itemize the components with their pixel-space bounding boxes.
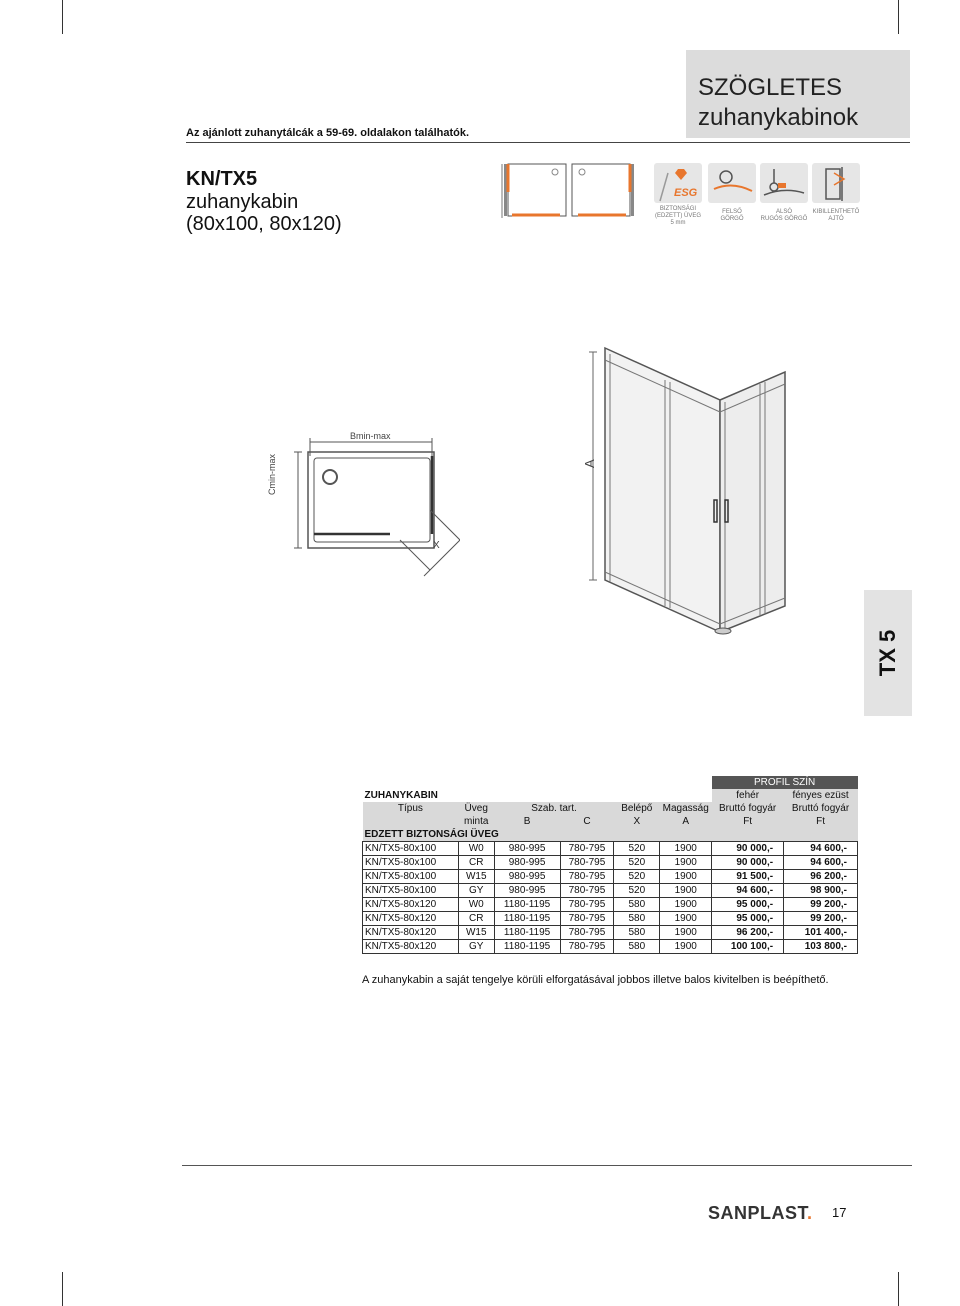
cell-uveg: CR <box>458 856 494 870</box>
cell-silver: 96 200,- <box>784 870 858 884</box>
cell-white: 90 000,- <box>712 842 784 856</box>
section-label: ZUHANYKABIN <box>364 790 438 801</box>
cell-b: 1180-1195 <box>494 898 560 912</box>
header-title-box <box>686 50 910 138</box>
price-table <box>362 776 858 954</box>
cell-a: 1900 <box>660 870 712 884</box>
cell-tipus: KN/TX5-80x100 <box>363 884 459 898</box>
col-silver: fényes ezüst <box>784 789 858 802</box>
cell-c: 780-795 <box>560 940 614 954</box>
c-dimension-label: Cmin-max <box>267 453 277 495</box>
header-title-line1: SZÖGLETES <box>698 74 843 101</box>
cell-silver: 99 200,- <box>784 898 858 912</box>
cell-c: 780-795 <box>560 912 614 926</box>
cell-x: 580 <box>614 926 660 940</box>
product-tab-label: TX 5 <box>875 629 900 677</box>
a-dimension-label: A <box>582 459 597 468</box>
cell-uveg: GY <box>458 940 494 954</box>
table-header-row: Típus Üveg Szab. tart. Belépő Magasság Bruttó fogyár Bruttó fogyár <box>363 802 858 815</box>
rotation-footnote: A zuhanykabin a saját tengelye körüli elforgatásával jobbos illetve balos kivitelben is beépíthető. <box>362 974 829 986</box>
cell-uveg: W15 <box>458 926 494 940</box>
cell-silver: 101 400,- <box>784 926 858 940</box>
cell-white: 94 600,- <box>712 884 784 898</box>
layout-thumbnails <box>500 162 645 224</box>
cell-x: 520 <box>614 856 660 870</box>
cell-tipus: KN/TX5-80x120 <box>363 926 459 940</box>
table-row <box>363 856 858 870</box>
table-row <box>363 940 858 954</box>
table-row <box>363 870 858 884</box>
cell-c: 780-795 <box>560 842 614 856</box>
cell-a: 1900 <box>660 898 712 912</box>
table-row <box>363 898 858 912</box>
cell-x: 580 <box>614 912 660 926</box>
cell-tipus: KN/TX5-80x120 <box>363 912 459 926</box>
cell-a: 1900 <box>660 912 712 926</box>
product-tab <box>864 590 912 716</box>
product-title: KN/TX5 <box>186 168 258 190</box>
cell-x: 520 <box>614 842 660 856</box>
lower-spring-roller-icon <box>760 163 808 203</box>
cell-uveg: CR <box>458 912 494 926</box>
cell-x: 580 <box>614 898 660 912</box>
cell-silver: 94 600,- <box>784 856 858 870</box>
table-header-row <box>363 789 858 802</box>
cell-white: 91 500,- <box>712 870 784 884</box>
cell-c: 780-795 <box>560 898 614 912</box>
layout-thumb-left <box>502 164 566 218</box>
cell-tipus: KN/TX5-80x100 <box>363 856 459 870</box>
cell-x: 520 <box>614 870 660 884</box>
page-number: 17 <box>832 1205 847 1220</box>
crop-mark <box>898 1272 899 1306</box>
cell-tipus: KN/TX5-80x120 <box>363 898 459 912</box>
cell-c: 780-795 <box>560 926 614 940</box>
table-row <box>363 912 858 926</box>
header-title-line2: zuhanykabinok <box>698 104 859 131</box>
cell-silver: 98 900,- <box>784 884 858 898</box>
cell-b: 980-995 <box>494 884 560 898</box>
table-header-row: minta B C X A Ft Ft <box>363 815 858 828</box>
cell-x: 580 <box>614 940 660 954</box>
x-dimension-label: X <box>433 540 440 551</box>
cell-uveg: W15 <box>458 870 494 884</box>
product-sizes: (80x100, 80x120) <box>186 213 342 235</box>
header-divider <box>186 142 910 143</box>
crop-mark <box>898 0 899 34</box>
cell-a: 1900 <box>660 842 712 856</box>
crop-mark <box>62 0 63 34</box>
table-row <box>363 884 858 898</box>
table-row <box>363 926 858 940</box>
table-header-row <box>363 776 858 789</box>
cell-b: 980-995 <box>494 856 560 870</box>
b-dimension-label: Bmin-max <box>350 431 391 441</box>
cell-a: 1900 <box>660 884 712 898</box>
cell-c: 780-795 <box>560 884 614 898</box>
cell-uveg: GY <box>458 884 494 898</box>
table-row <box>363 842 858 856</box>
cell-white: 90 000,- <box>712 856 784 870</box>
col-white: fehér <box>712 789 784 802</box>
cell-white: 95 000,- <box>712 898 784 912</box>
cell-a: 1900 <box>660 856 712 870</box>
cell-uveg: W0 <box>458 842 494 856</box>
cell-silver: 99 200,- <box>784 912 858 926</box>
cell-c: 780-795 <box>560 856 614 870</box>
layout-thumb-right <box>572 164 634 216</box>
cell-white: 96 200,- <box>712 926 784 940</box>
cell-tipus: KN/TX5-80x100 <box>363 870 459 884</box>
footer-divider <box>182 1165 912 1166</box>
sanplast-logo: SANPLAST. <box>708 1203 813 1223</box>
cell-silver: 94 600,- <box>784 842 858 856</box>
cell-a: 1900 <box>660 940 712 954</box>
profil-color-header: PROFIL SZÍN <box>712 776 858 789</box>
floor-plan-diagram <box>280 430 460 580</box>
cell-silver: 103 800,- <box>784 940 858 954</box>
cell-tipus: KN/TX5-80x120 <box>363 940 459 954</box>
product-subtitle: zuhanykabin <box>186 191 299 213</box>
cell-c: 780-795 <box>560 870 614 884</box>
esg-badge: ESG <box>674 187 698 199</box>
cell-b: 980-995 <box>494 870 560 884</box>
table-section-row: EDZETT BIZTONSÁGI ÜVEG <box>363 828 858 842</box>
shower-cabin-illustration <box>575 340 805 640</box>
cell-b: 1180-1195 <box>494 940 560 954</box>
cell-x: 520 <box>614 884 660 898</box>
cell-b: 980-995 <box>494 842 560 856</box>
cell-white: 95 000,- <box>712 912 784 926</box>
cell-a: 1900 <box>660 926 712 940</box>
recommended-trays-note: Az ajánlott zuhanytálcák a 59-69. oldalakon találhatók. <box>186 127 470 139</box>
cell-b: 1180-1195 <box>494 926 560 940</box>
crop-mark <box>62 1272 63 1306</box>
upper-roller-icon <box>708 163 756 203</box>
cell-uveg: W0 <box>458 898 494 912</box>
cell-tipus: KN/TX5-80x100 <box>363 842 459 856</box>
cell-white: 100 100,- <box>712 940 784 954</box>
tilting-door-icon <box>812 163 860 203</box>
cell-b: 1180-1195 <box>494 912 560 926</box>
